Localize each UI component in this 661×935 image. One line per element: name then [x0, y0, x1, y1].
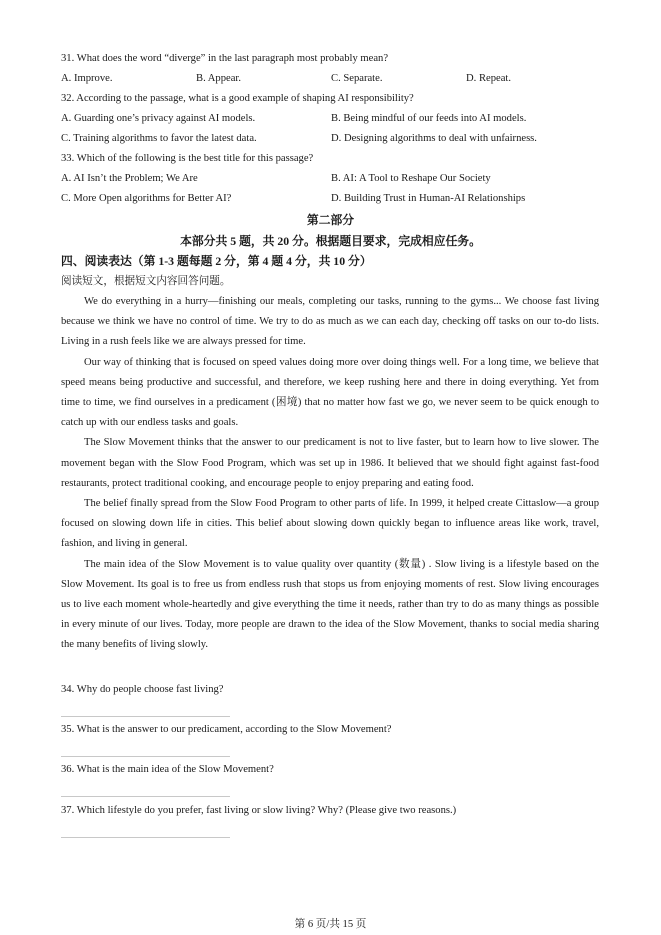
question-37-stem: 37. Which lifestyle do you prefer, fast living or slow living? Why? (Please give two reasons.): [61, 805, 457, 816]
passage-paragraph-2: Our way of thinking that is focused on speed values doing more over doing things well. For a long time, we believe that speed means being productive and successful, and therefore, we keep rushing here and there in doing everything. Yet from time to time, we find ourselves in a predicament (困境) that no matter how fast we go, we never seem to be quick enough to catch up with our endless tasks and goals.: [61, 356, 599, 429]
passage-paragraph-5: The main idea of the Slow Movement is to value quality over quantity (数量) . Slow living is a lifestyle based on the Slow Movement. Its goal is to free us from endless rush that stops us from enjoying moments of rest. Slow living encourages us to live each moment whole-heartedly and give everything the time it needs, rather than try to do as many things as possible in every minute of our lives. Today, more people are drawn to the idea of the Slow Movement, thanks to social media sharing the many benefits of living slowly.: [61, 558, 599, 651]
passage-paragraph-3: The Slow Movement thinks that the answer to our predicament is not to live faster, but to learn how to live slower. The movement began with the Slow Food Program, which was set up in 1986. It believed that we should fight against fast-food restaurants, protect traditional cooking, and encourage people to enjoy preparing and eating food.: [61, 437, 599, 489]
question-31-option-d: D. Repeat.: [466, 73, 512, 84]
answer-line-36[interactable]: [61, 796, 230, 797]
question-32-option-d: D. Designing algorithms to deal with unfairness.: [331, 133, 537, 144]
question-33-option-a: A. AI Isn’t the Problem; We Are: [61, 173, 198, 184]
question-33-option-d: D. Building Trust in Human-AI Relationships: [331, 193, 526, 204]
question-33-option-b: B. AI: A Tool to Reshape Our Society: [331, 173, 491, 184]
answer-line-35[interactable]: [61, 756, 230, 757]
section-instruction: 阅读短文，根据短文内容回答问题。: [61, 276, 231, 287]
passage-paragraph-4: The belief finally spread from the Slow Food Program to other parts of life. In 1999, it helped create Cittaslow—a group focused on slowing down life in cities. This belief about slowing down quickly began to influence areas like work, travel, fashion, and living in general.: [61, 498, 599, 550]
part-title: 第二部分: [306, 213, 355, 227]
question-31-stem: 31. What does the word “diverge” in the last paragraph most probably mean?: [61, 53, 389, 64]
question-34-stem: 34. Why do people choose fast living?: [61, 684, 224, 695]
answer-line-34[interactable]: [61, 716, 230, 717]
answer-line-37[interactable]: [61, 837, 230, 838]
question-31-option-b: B. Appear.: [196, 73, 242, 84]
passage-paragraph-1: We do everything in a hurry—finishing our meals, completing our tasks, running to the gyms... We choose fast living because we think we have no control of time. We try to do as much as we can each day, checking off tasks on our to-do lists. Living in a rush feels like we are always pressed for time.: [61, 296, 599, 348]
question-31-option-c: C. Separate.: [331, 73, 383, 84]
question-32-option-b: B. Being mindful of our feeds into AI models.: [331, 113, 527, 124]
section-heading: 四、阅读表达（第 1-3 题每题 2 分，第 4 题 4 分，共 10 分）: [61, 254, 372, 268]
question-32-option-c: C. Training algorithms to favor the latest data.: [61, 133, 257, 144]
question-32-option-a: A. Guarding one’s privacy against AI models.: [61, 113, 256, 124]
question-32-stem: 32. According to the passage, what is a good example of shaping AI responsibility?: [61, 93, 414, 104]
part-subtitle: 本部分共 5 题，共 20 分。根据题目要求，完成相应任务。: [180, 234, 481, 248]
question-31-option-a: A. Improve.: [61, 73, 113, 84]
question-33-option-c: C. More Open algorithms for Better AI?: [61, 193, 232, 204]
page-number: 第 6 页/共 15 页: [294, 919, 367, 930]
question-36-stem: 36. What is the main idea of the Slow Movement?: [61, 764, 274, 775]
question-33-stem: 33. Which of the following is the best title for this passage?: [61, 153, 314, 164]
reading-passage: [61, 292, 599, 656]
question-35-stem: 35. What is the answer to our predicament, according to the Slow Movement?: [61, 724, 392, 735]
